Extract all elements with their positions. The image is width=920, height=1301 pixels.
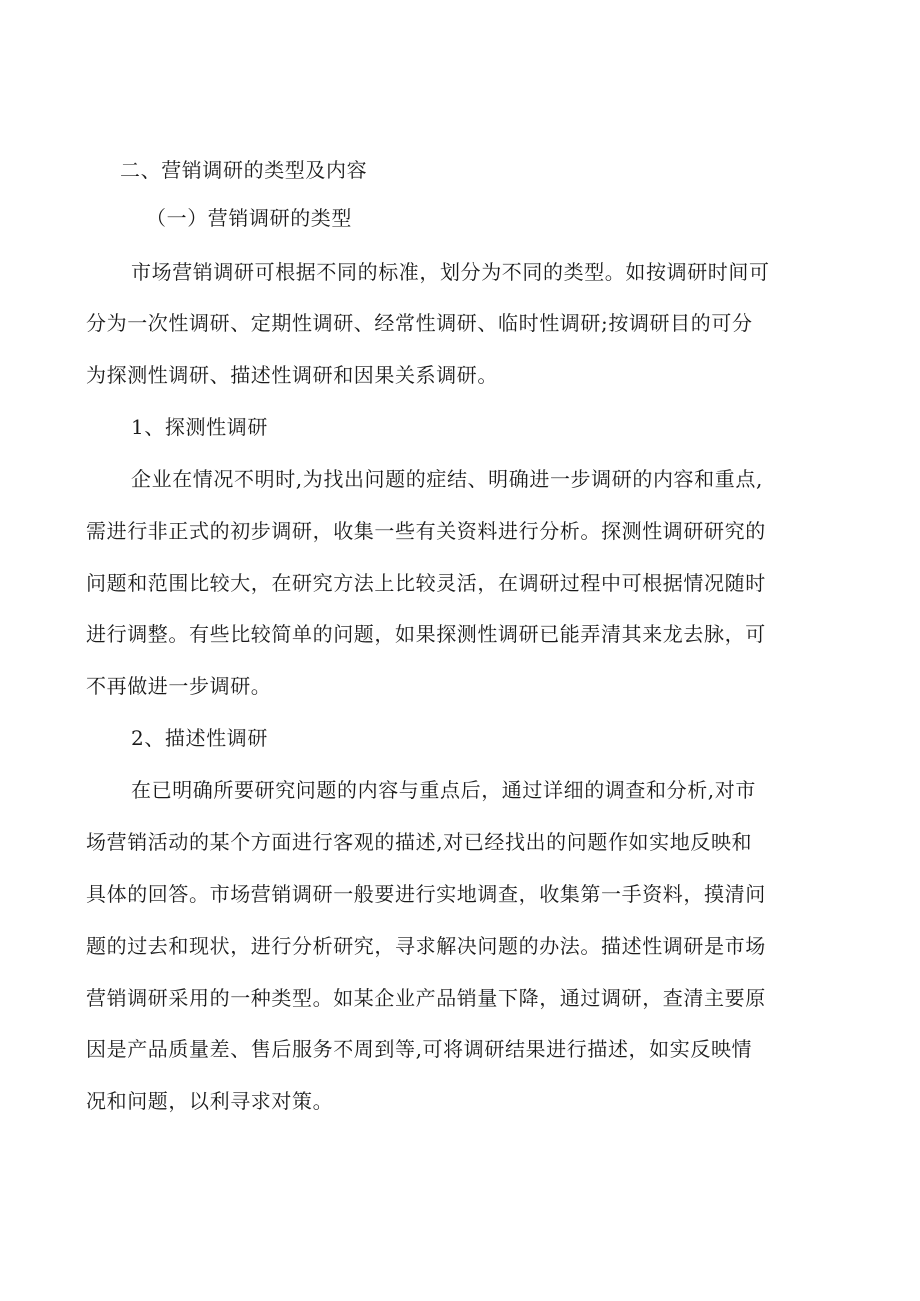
para1-line3: 为探测性调研、描述性调研和因果关系调研。: [86, 363, 498, 387]
para2-line1: 企业在情况不明时,为找出问题的症结、明确进一步调研的内容和重点,: [131, 467, 763, 491]
para3-line4: 题的过去和现状，进行分析研究，寻求解决问题的办法。描述性调研是市场: [86, 934, 766, 958]
para2-line4: 进行调整。有些比较简单的问题，如果探测性调研已能弄清其来龙去脉，可: [86, 622, 766, 646]
item2-heading: 2、描述性调研: [131, 726, 268, 750]
para3-line5: 营销调研采用的一种类型。如某企业产品销量下降，通过调研，查清主要原: [86, 986, 766, 1010]
para1-line1: 市场营销调研可根据不同的标准，划分为不同的类型。如按调研时间可: [131, 260, 770, 284]
para3-line6: 因是产品质量差、售后服务不周到等,可将调研结果进行描述，如实反映情: [86, 1037, 753, 1061]
subsection-heading: （一）营销调研的类型: [146, 206, 352, 230]
para3-line2: 场营销活动的某个方面进行客观的描述,对已经找出的问题作如实地反映和: [86, 830, 753, 854]
para2-line2: 需进行非正式的初步调研，收集一些有关资料进行分析。探测性调研研究的: [86, 519, 766, 543]
section-heading: 二、营销调研的类型及内容: [120, 158, 368, 182]
item1-heading: 1、探测性调研: [131, 415, 268, 439]
para3-line7: 况和问题，以利寻求对策。: [86, 1089, 334, 1113]
para2-line3: 问题和范围比较大，在研究方法上比较灵活，在调研过程中可根据情况随时: [86, 571, 766, 595]
para1-line2: 分为一次性调研、定期性调研、经常性调研、临时性调研;按调研目的可分: [86, 311, 753, 335]
para3-line1: 在已明确所要研究问题的内容与重点后，通过详细的调查和分析,对市: [131, 778, 756, 802]
para2-line5: 不再做进一步调研。: [86, 674, 272, 698]
para3-line3: 具体的回答。市场营销调研一般要进行实地调查，收集第一手资料，摸清问: [86, 882, 766, 906]
